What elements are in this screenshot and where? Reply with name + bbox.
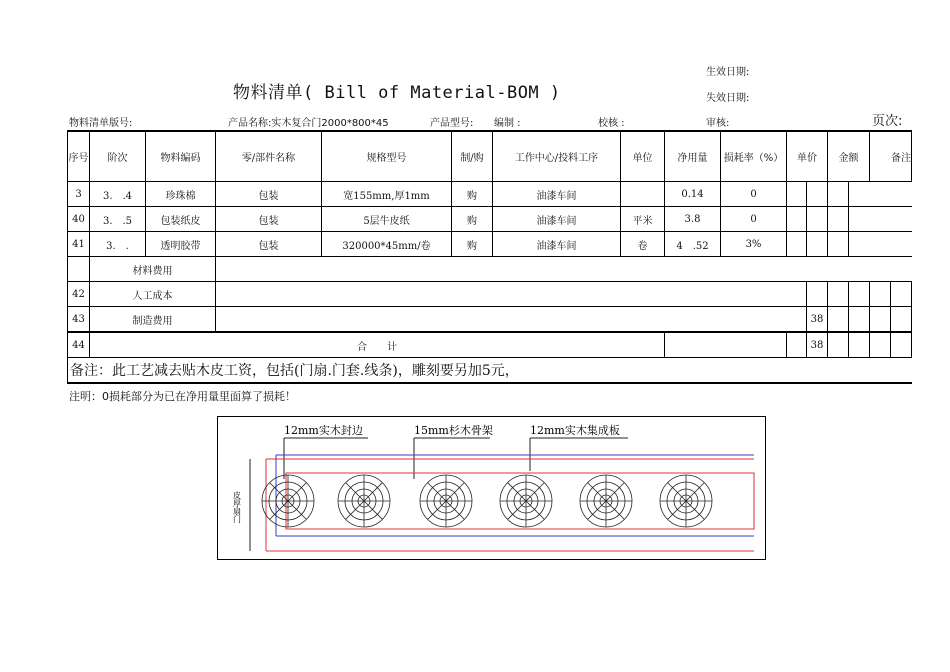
col-header-amount: 金额 <box>828 131 870 182</box>
grain-ray <box>364 483 382 501</box>
col-header-unit: 单位 <box>621 131 665 182</box>
bom-table <box>67 130 912 384</box>
material-cost-label: 材料费用 <box>90 257 216 282</box>
col-header-no: 序号 <box>68 131 90 182</box>
table-row: 3 3. .4 珍珠棉 包装 宽155mm,厚1mm 购 油漆车间 0.14 0 <box>68 182 912 207</box>
material-cost-row <box>68 257 912 282</box>
page-title: 物料清单( Bill of Material-BOM ) <box>233 83 561 103</box>
grain-ray <box>588 501 606 519</box>
effective-date-label: 生效日期: <box>706 67 750 78</box>
label-solid-board: 12mm实木集成板 <box>530 424 620 437</box>
total-value: 38 <box>807 332 828 358</box>
grain-ray <box>346 501 364 519</box>
side-label-text: 皮厚扇门 <box>232 491 242 523</box>
manufacturing-cost-row: 43 制造费用 38 <box>68 307 912 333</box>
footnote: 注明：0损耗部分为已在净用量里面算了损耗！ <box>69 390 296 403</box>
grain-ray <box>606 483 624 501</box>
col-header-work-center: 工作中心/投料工序 <box>493 131 621 182</box>
checked-label: 校核 : <box>598 118 625 129</box>
grain-ray <box>686 483 704 501</box>
grain-ray <box>346 483 364 501</box>
grain-ray <box>288 501 306 519</box>
label-fir-frame: 15mm杉木骨架 <box>414 424 493 437</box>
label-edge-banding: 12mm实木封边 <box>284 424 363 437</box>
grain-ray <box>288 483 306 501</box>
compiled-label: 编制 : <box>494 118 521 129</box>
door-section-drawing <box>217 416 766 560</box>
grain-ray <box>526 501 544 519</box>
door-section-svg <box>218 417 765 559</box>
col-header-unit-price: 单价 <box>787 131 828 182</box>
wood-grain <box>262 475 712 527</box>
table-header-row <box>68 131 912 182</box>
col-header-level: 阶次 <box>90 131 146 182</box>
total-label: 合 计 <box>90 332 665 358</box>
expiry-date-label: 失效日期: <box>706 93 750 104</box>
manufacturing-cost-value: 38 <box>807 307 828 333</box>
grain-ray <box>508 483 526 501</box>
grain-ray <box>668 501 686 519</box>
grain-ray <box>606 501 624 519</box>
page-label: 页次: <box>872 114 903 129</box>
reviewed-label: 审核: <box>706 118 730 129</box>
note-row <box>68 358 912 384</box>
col-header-loss: 损耗率（%） <box>721 131 787 182</box>
grain-ray <box>588 483 606 501</box>
bom-version-label: 物料清单版号: <box>69 118 133 129</box>
grain-ray <box>668 483 686 501</box>
grain-ray <box>508 501 526 519</box>
col-header-make-buy: 制/购 <box>452 131 493 182</box>
col-header-part: 零/部件名称 <box>216 131 322 182</box>
grain-ray <box>686 501 704 519</box>
product-model-label: 产品型号: <box>430 118 474 129</box>
labor-cost-row: 42 人工成本 <box>68 282 912 307</box>
grain-ray <box>270 501 288 519</box>
grain-ray <box>526 483 544 501</box>
manufacturing-cost-label: 制造费用 <box>90 307 216 333</box>
product-name: 产品名称:实木复合门2000*800*45 <box>228 118 389 129</box>
grain-ray <box>446 483 464 501</box>
grain-ray <box>364 501 382 519</box>
grain-ray <box>270 483 288 501</box>
col-header-spec: 规格型号 <box>322 131 452 182</box>
note-text: 备注：此工艺减去贴木皮工资，包括(门扇.门套.线条)，雕刻要另加5元， <box>68 358 912 384</box>
col-header-net-qty: 净用量 <box>665 131 721 182</box>
labor-cost-label: 人工成本 <box>90 282 216 307</box>
grain-ray <box>428 483 446 501</box>
total-row: 44 合 计 38 <box>68 332 912 358</box>
side-label <box>233 490 242 524</box>
table-row: 40 3. .5 包装纸皮 包装 5层牛皮纸 购 油漆车间 平米 3.8 0 <box>68 207 912 232</box>
col-header-remark: 备注 <box>870 131 912 182</box>
grain-ray <box>428 501 446 519</box>
grain-ray <box>446 501 464 519</box>
col-header-code: 物料编码 <box>146 131 216 182</box>
table-row: 41 3. . 透明胶带 包装 320000*45mm/卷 购 油漆车间 卷 4 .52 3% <box>68 232 912 257</box>
